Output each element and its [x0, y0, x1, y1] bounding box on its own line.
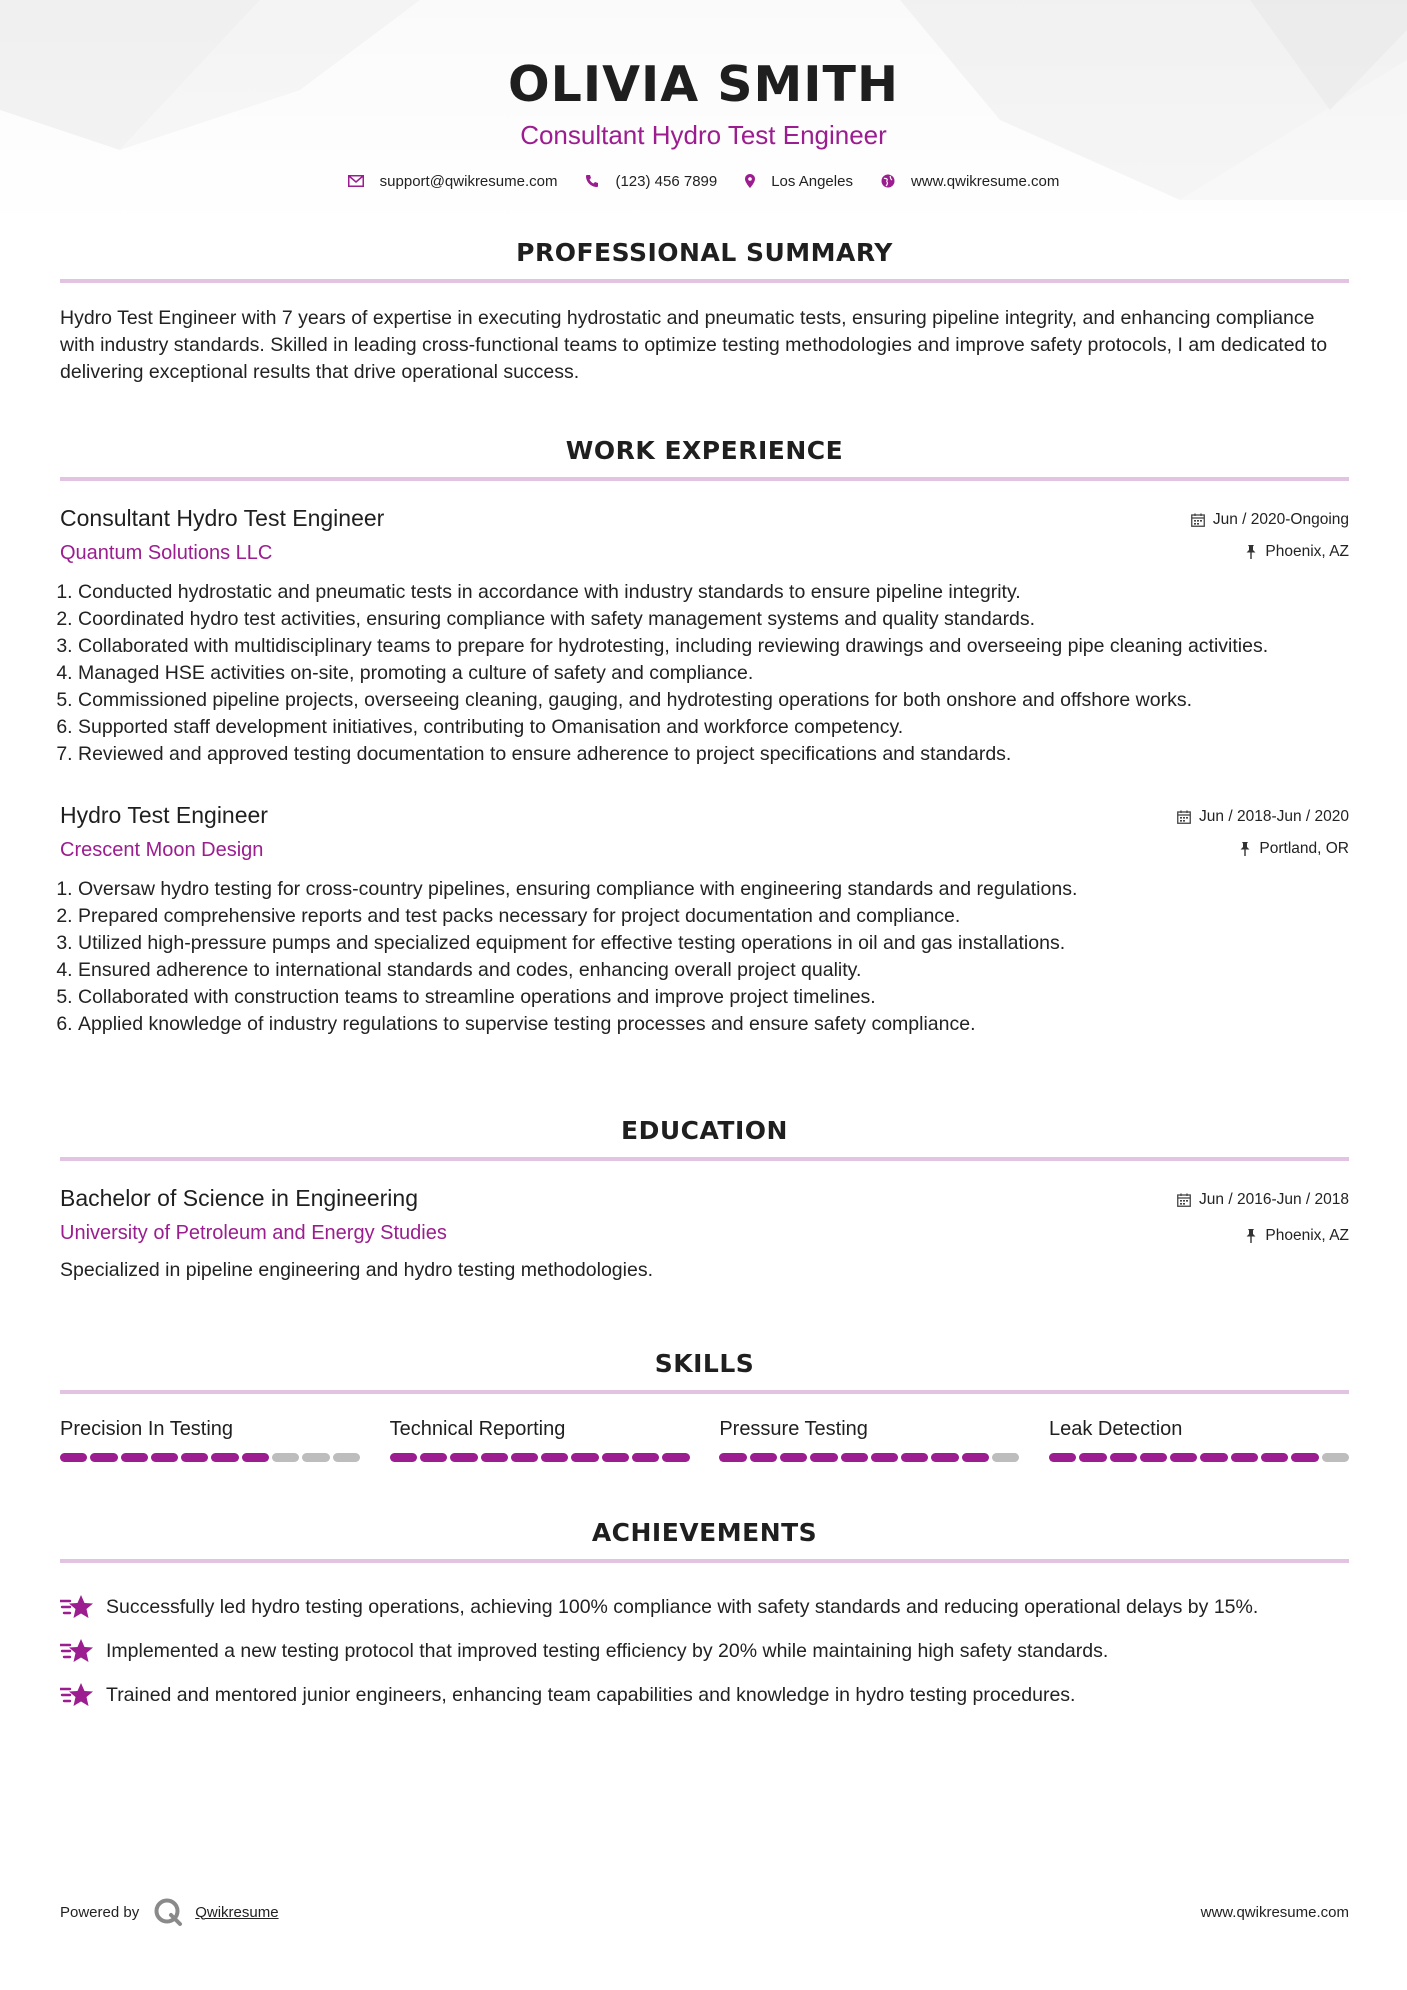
calendar-icon — [1191, 513, 1205, 527]
experience-divider — [60, 477, 1349, 481]
calendar-icon — [1177, 1193, 1191, 1207]
skill-item — [1049, 1418, 1349, 1462]
skills-list — [60, 1418, 1349, 1462]
list-item: 6. Applied knowledge of industry regulations to supervise testing processes and ensure safety compliance. — [78, 1011, 1349, 1038]
email-text: support@qwikresume.com — [379, 172, 558, 190]
skill-segment-filled — [719, 1453, 746, 1462]
skill-segment-filled — [1231, 1453, 1258, 1462]
globe-icon — [881, 174, 895, 188]
job-entry — [60, 802, 1349, 1038]
contact-location — [745, 173, 853, 190]
skill-level-bar — [60, 1453, 360, 1462]
pushpin-icon — [1239, 842, 1251, 856]
job-bullets — [60, 579, 1349, 768]
contact-email[interactable] — [348, 173, 558, 190]
skill-item — [719, 1418, 1019, 1462]
candidate-name: OLIVIA SMITH — [508, 56, 899, 113]
skill-segment-filled — [1170, 1453, 1197, 1462]
experience-section — [60, 436, 1349, 1038]
skill-segment-filled — [420, 1453, 447, 1462]
education-description: Specialized in pipeline engineering and hydro testing methodologies. — [60, 1259, 653, 1281]
achievements-section — [60, 1518, 1349, 1717]
achievements-heading: ACHIEVEMENTS — [591, 1518, 818, 1547]
achievement-text: Successfully led hydro testing operations, achieving 100% compliance with safety standards and reducing operational delays by 15%. — [106, 1595, 1259, 1618]
footer-website-link[interactable]: www.qwikresume.com — [1200, 1903, 1349, 1921]
job-role: Hydro Test Engineer — [60, 802, 268, 828]
skill-segment-filled — [1200, 1453, 1227, 1462]
education-degree: Bachelor of Science in Engineering — [60, 1185, 419, 1211]
job-location: Portland, OR — [1259, 840, 1349, 857]
job-location: Phoenix, AZ — [1265, 543, 1349, 560]
skill-segment-filled — [211, 1453, 238, 1462]
summary-divider — [60, 279, 1349, 283]
star-icon — [60, 1681, 96, 1709]
skill-segment-filled — [181, 1453, 208, 1462]
education-heading: EDUCATION — [621, 1116, 788, 1145]
contact-phone[interactable] — [585, 173, 717, 190]
skill-segment-filled — [632, 1453, 659, 1462]
skill-segment-filled — [1291, 1453, 1318, 1462]
list-item — [60, 1629, 1349, 1673]
skill-segment-filled — [1049, 1453, 1076, 1462]
resume-header — [0, 0, 1407, 190]
contact-bar — [0, 173, 1407, 190]
skill-segment-filled — [602, 1453, 629, 1462]
skill-segment-filled — [1140, 1453, 1167, 1462]
skill-segment-filled — [931, 1453, 958, 1462]
powered-by-label: Powered by — [60, 1903, 140, 1921]
job-company: Crescent Moon Design — [60, 839, 264, 861]
list-item: 4. Ensured adherence to international standards and codes, enhancing overall project quality. — [78, 957, 1349, 984]
skill-item — [60, 1418, 360, 1462]
achievements-divider — [60, 1559, 1349, 1563]
skill-segment-filled — [541, 1453, 568, 1462]
skill-segment-filled — [121, 1453, 148, 1462]
achievement-text: Trained and mentored junior engineers, enhancing team capabilities and knowledge in hydro testing procedures. — [106, 1683, 1076, 1706]
summary-text: Hydro Test Engineer with 7 years of expertise in executing hydrostatic and pneumatic tests, ensuring pipeline integrity, and enhancing compliance with industry standards. Skilled in leading cross-functional teams to optimize testing methodologies and improve safety protocols, I am dedicated to delivering exceptional results that drive operational success. — [60, 307, 1328, 383]
skill-name: Leak Detection — [1048, 1418, 1183, 1440]
job-entry — [60, 505, 1349, 768]
footer-powered-by — [60, 1897, 279, 1927]
skill-segment-filled — [901, 1453, 928, 1462]
list-item: 2. Coordinated hydro test activities, ensuring compliance with safety management systems and quality standards. — [78, 606, 1349, 633]
job-role: Consultant Hydro Test Engineer — [60, 505, 385, 531]
contact-website[interactable] — [881, 173, 1059, 190]
pushpin-icon — [1245, 545, 1257, 559]
skill-level-bar — [719, 1453, 1019, 1462]
star-icon — [60, 1593, 96, 1621]
calendar-icon — [1177, 810, 1191, 824]
list-item: 2. Prepared comprehensive reports and test packs necessary for project documentation and compliance. — [78, 903, 1349, 930]
job-company: Quantum Solutions LLC — [60, 542, 273, 564]
skill-item — [390, 1418, 690, 1462]
job-bullets — [60, 876, 1349, 1038]
experience-heading: WORK EXPERIENCE — [565, 436, 844, 465]
list-item: 3. Collaborated with multidisciplinary teams to prepare for hydrotesting, including reviewing drawings and overseeing pipe cleaning activities. — [78, 633, 1349, 660]
list-item: 5. Collaborated with construction teams to streamline operations and improve project timelines. — [78, 984, 1349, 1011]
skill-segment-filled — [511, 1453, 538, 1462]
education-dates: Jun / 2016-Jun / 2018 — [1199, 1191, 1349, 1208]
skill-segment-filled — [60, 1453, 87, 1462]
skill-segment-empty — [333, 1453, 360, 1462]
list-item: 7. Reviewed and approved testing documentation to ensure adherence to project specifications and standards. — [78, 741, 1349, 768]
education-divider — [60, 1157, 1349, 1161]
skill-name: Pressure Testing — [719, 1418, 868, 1440]
achievement-text: Implemented a new testing protocol that improved testing efficiency by 20% while maintaining high safety standards. — [106, 1639, 1109, 1662]
skill-segment-empty — [1322, 1453, 1349, 1462]
job-dates: Jun / 2020-Ongoing — [1212, 511, 1349, 528]
skills-divider — [60, 1390, 1349, 1394]
website-text: www.qwikresume.com — [910, 172, 1060, 190]
summary-heading: PROFESSIONAL SUMMARY — [516, 238, 893, 267]
skill-segment-empty — [302, 1453, 329, 1462]
skill-segment-filled — [1079, 1453, 1106, 1462]
map-pin-icon — [745, 174, 755, 188]
skills-section — [60, 1349, 1349, 1462]
skill-segment-filled — [662, 1453, 689, 1462]
star-icon — [60, 1637, 96, 1665]
skill-segment-filled — [571, 1453, 598, 1462]
skill-segment-filled — [841, 1453, 868, 1462]
skill-segment-filled — [962, 1453, 989, 1462]
qwikresume-logo-icon — [153, 1897, 183, 1927]
skill-name: Precision In Testing — [60, 1418, 234, 1440]
summary-section — [60, 238, 1349, 386]
list-item: 1. Oversaw hydro testing for cross-country pipelines, ensuring compliance with engineering standards and regulations. — [78, 876, 1349, 903]
list-item: 4. Managed HSE activities on-site, promoting a culture of safety and compliance. — [78, 660, 1349, 687]
skill-segment-filled — [242, 1453, 269, 1462]
skill-segment-empty — [992, 1453, 1019, 1462]
candidate-title: Consultant Hydro Test Engineer — [520, 119, 887, 150]
list-item: 3. Utilized high-pressure pumps and specialized equipment for effective testing operations in oil and gas installations. — [78, 930, 1349, 957]
skill-segment-filled — [750, 1453, 777, 1462]
skill-name: Technical Reporting — [389, 1418, 566, 1440]
skills-heading: SKILLS — [654, 1349, 755, 1378]
education-school: University of Petroleum and Energy Studies — [60, 1222, 447, 1244]
page-footer — [60, 1897, 1349, 1927]
skill-segment-filled — [390, 1453, 417, 1462]
list-item: 1. Conducted hydrostatic and pneumatic tests in accordance with industry standards to ensure pipeline integrity. — [78, 579, 1349, 606]
skill-level-bar — [1049, 1453, 1349, 1462]
education-section — [60, 1116, 1349, 1282]
envelope-icon — [348, 175, 364, 187]
skill-segment-filled — [1110, 1453, 1137, 1462]
list-item: 5. Commissioned pipeline projects, overseeing cleaning, gauging, and hydrotesting operations for both onshore and offshore works. — [78, 687, 1349, 714]
job-dates: Jun / 2018-Jun / 2020 — [1199, 808, 1349, 825]
skill-segment-empty — [272, 1453, 299, 1462]
education-location: Phoenix, AZ — [1265, 1227, 1349, 1244]
skill-segment-filled — [780, 1453, 807, 1462]
skill-segment-filled — [90, 1453, 117, 1462]
phone-text: (123) 456 7899 — [615, 172, 718, 190]
achievements-list — [60, 1585, 1349, 1717]
skill-segment-filled — [151, 1453, 178, 1462]
phone-icon — [585, 174, 599, 188]
skill-level-bar — [390, 1453, 690, 1462]
skill-segment-filled — [1261, 1453, 1288, 1462]
location-text: Los Angeles — [771, 172, 853, 190]
qwikresume-link[interactable]: Qwikresume — [195, 1903, 279, 1921]
skill-segment-filled — [481, 1453, 508, 1462]
list-item: 6. Supported staff development initiatives, contributing to Omanisation and workforce competency. — [78, 714, 1349, 741]
pushpin-icon — [1245, 1229, 1257, 1243]
education-entry — [60, 1185, 1349, 1282]
skill-segment-filled — [871, 1453, 898, 1462]
skill-segment-filled — [450, 1453, 477, 1462]
list-item — [60, 1585, 1349, 1629]
skill-segment-filled — [810, 1453, 837, 1462]
list-item — [60, 1673, 1349, 1717]
